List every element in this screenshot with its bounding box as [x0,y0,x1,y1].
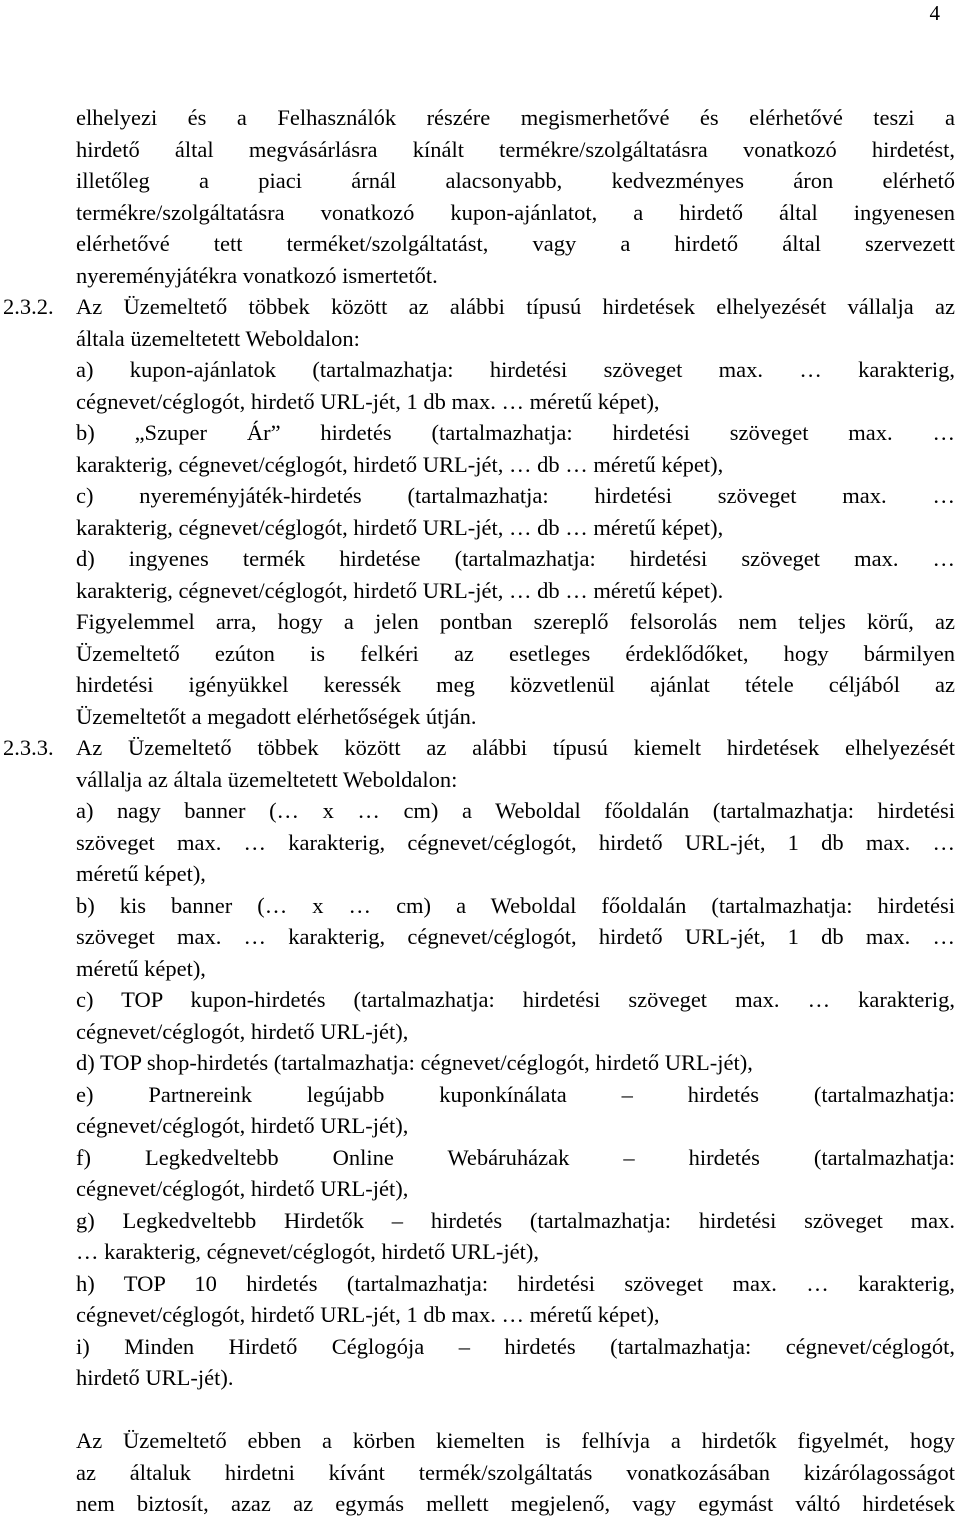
line-text: nem biztosít, azaz az egymás mellett megjelenő, vagy egymást váltó hirdetések [76,1491,955,1516]
line-text: cégnevet/céglogót, hirdető URL-jét, 1 db max. … méretű képet), [76,1302,660,1327]
text-line [76,1173,955,1205]
line-text: elhelyezi és a Felhasználók részére megismerhetővé és elérhetővé teszi a [76,105,955,130]
text-line [76,858,955,890]
line-text: illetőleg a piaci árnál alacsonyabb, kedvezményes áron elérhető [76,168,955,193]
text-line [76,764,955,796]
line-text: cégnevet/céglogót, hirdető URL-jét), [76,1113,409,1138]
text-line [76,512,955,544]
line-text: d) TOP shop-hirdetés (tartalmazhatja: cégnevet/céglogót, hirdető URL-jét), [76,1050,753,1075]
text-line [76,575,955,607]
paragraph-gap [76,1394,955,1426]
text-line [76,1142,955,1174]
line-text: általa üzemeltetett Weboldalon: [76,325,360,351]
line-text: vállalja az általa üzemeltetett Weboldalon: [76,766,458,792]
text-line [76,323,955,355]
text-line [76,260,955,292]
text-line [76,197,955,229]
text-line [76,386,955,418]
line-text: Az Üzemeltető ebben a körben kiemelten is felhívja a hirdetők figyelmét, hogy [76,1428,955,1453]
text-line [76,1268,955,1300]
text-line [76,134,955,166]
text-line [76,480,955,512]
text-line [76,953,955,985]
text-line [76,1205,955,1237]
text-line [76,102,955,134]
text-line [76,1110,955,1142]
line-text: a) kupon-ajánlatok (tartalmazhatja: hirdetési szöveget max. … karakterig, [76,357,955,382]
line-text: c) TOP kupon-hirdetés (tartalmazhatja: hirdetési szöveget max. … karakterig, [76,987,955,1012]
text-line [76,827,955,859]
line-text: hirdetési igényükkel keressék meg közvetlenül ajánlat tétele céljából az [76,672,955,697]
line-text: e) Partnereink legújabb kuponkínálata – hirdetés (tartalmazhatja: [76,1081,955,1107]
page-number: 4 [929,1,940,25]
line-text: Üzemeltetőt a megadott elérhetőségek útján. [76,703,477,729]
text-line [76,1016,955,1048]
line-text: karakterig, cégnevet/céglogót, hirdető URL-jét, … db … méretű képet), [76,451,724,477]
line-text: i) Minden Hirdető Céglogója – hirdetés (tartalmazhatja: cégnevet/céglogót, [76,1333,955,1359]
text-line [76,669,955,701]
text-line [76,701,955,733]
line-text: karakterig, cégnevet/céglogót, hirdető URL-jét, … db … méretű képet). [76,577,724,603]
line-text: b) „Szuper Ár” hirdetés (tartalmazhatja: hirdetési szöveget max. … [76,420,955,445]
line-text: f) Legkedveltebb Online Webáruházak – hirdetés (tartalmazhatja: [76,1144,955,1170]
line-text: Üzemeltető ezúton is felkéri az esetleges érdeklődőket, hogy bármilyen [76,640,955,666]
text-line [76,921,955,953]
text-line [76,449,955,481]
line-text: méretű képet), [76,861,206,886]
text-line [76,1047,955,1079]
text-line [76,795,955,827]
line-text: karakterig, cégnevet/céglogót, hirdető URL-jét, … db … méretű képet), [76,514,724,540]
line-text: hirdető URL-jét). [76,1365,234,1390]
line-text: méretű képet), [76,955,206,981]
text-line [76,606,955,638]
body-text [3,102,955,1520]
line-text: Az Üzemeltető többek között az alábbi típusú hirdetések elhelyezését vállalja az [76,294,955,319]
line-text: g) Legkedveltebb Hirdetők – hirdetés (tartalmazhatja: hirdetési szöveget max. [76,1207,955,1233]
line-text: cégnevet/céglogót, hirdető URL-jét), [76,1176,409,1201]
line-text: termékre/szolgáltatásra vonatkozó kupon-ajánlatot, a hirdető által ingyenesen [76,199,955,225]
line-text: nyereményjátékra vonatkozó ismertetőt. [76,262,438,288]
line-text: cégnevet/céglogót, hirdető URL-jét), [76,1018,409,1044]
text-line [76,228,955,260]
line-text: szöveget max. … karakterig, cégnevet/céglogót, hirdető URL-jét, 1 db max. … [76,829,955,855]
text-line [76,543,955,575]
text-line [76,1362,955,1394]
line-text: d) ingyenes termék hirdetése (tartalmazhatja: hirdetési szöveget max. … [76,546,955,571]
line-text: c) nyereményjáték-hirdetés (tartalmazhatja: hirdetési szöveget max. … [76,483,955,508]
line-text: … karakterig, cégnevet/céglogót, hirdető URL-jét), [76,1239,539,1264]
text-line [76,1331,955,1363]
line-text: elérhetővé tett terméket/szolgáltatást, vagy a hirdető által szervezett [76,231,955,256]
text-line [76,1236,955,1268]
text-line [76,1425,955,1457]
text-line [76,984,955,1016]
text-line [76,1488,955,1520]
text-line [76,1079,955,1111]
text-line [76,1457,955,1489]
line-text: a) nagy banner (… x … cm) a Weboldal főoldalán (tartalmazhatja: hirdetési [76,798,955,823]
line-text: szöveget max. … karakterig, cégnevet/céglogót, hirdető URL-jét, 1 db max. … [76,924,955,949]
line-text: b) kis banner (… x … cm) a Weboldal főoldalán (tartalmazhatja: hirdetési [76,892,955,918]
line-text: Figyelemmel arra, hogy a jelen pontban szereplő felsorolás nem teljes körű, az [76,609,955,634]
text-line [76,638,955,670]
line-text: Az Üzemeltető többek között az alábbi típusú kiemelt hirdetések elhelyezését [76,735,955,760]
line-text: cégnevet/céglogót, hirdető URL-jét, 1 db max. … méretű képet), [76,388,660,414]
section-number: 2.3.2. [3,294,54,319]
text-line [76,890,955,922]
text-line [76,354,955,386]
line-text: hirdető által megvásárlásra kínált termékre/szolgáltatásra vonatkozó hirdetést, [76,136,955,162]
text-line [3,291,955,323]
line-text: h) TOP 10 hirdetés (tartalmazhatja: hirdetési szöveget max. … karakterig, [76,1270,955,1296]
text-line [3,732,955,764]
text-line [76,417,955,449]
section-number: 2.3.3. [3,735,54,760]
text-line [76,1299,955,1331]
text-line [76,165,955,197]
line-text: az általuk hirdetni kívánt termék/szolgáltatás vonatkozásában kizárólagosságot [76,1459,955,1485]
